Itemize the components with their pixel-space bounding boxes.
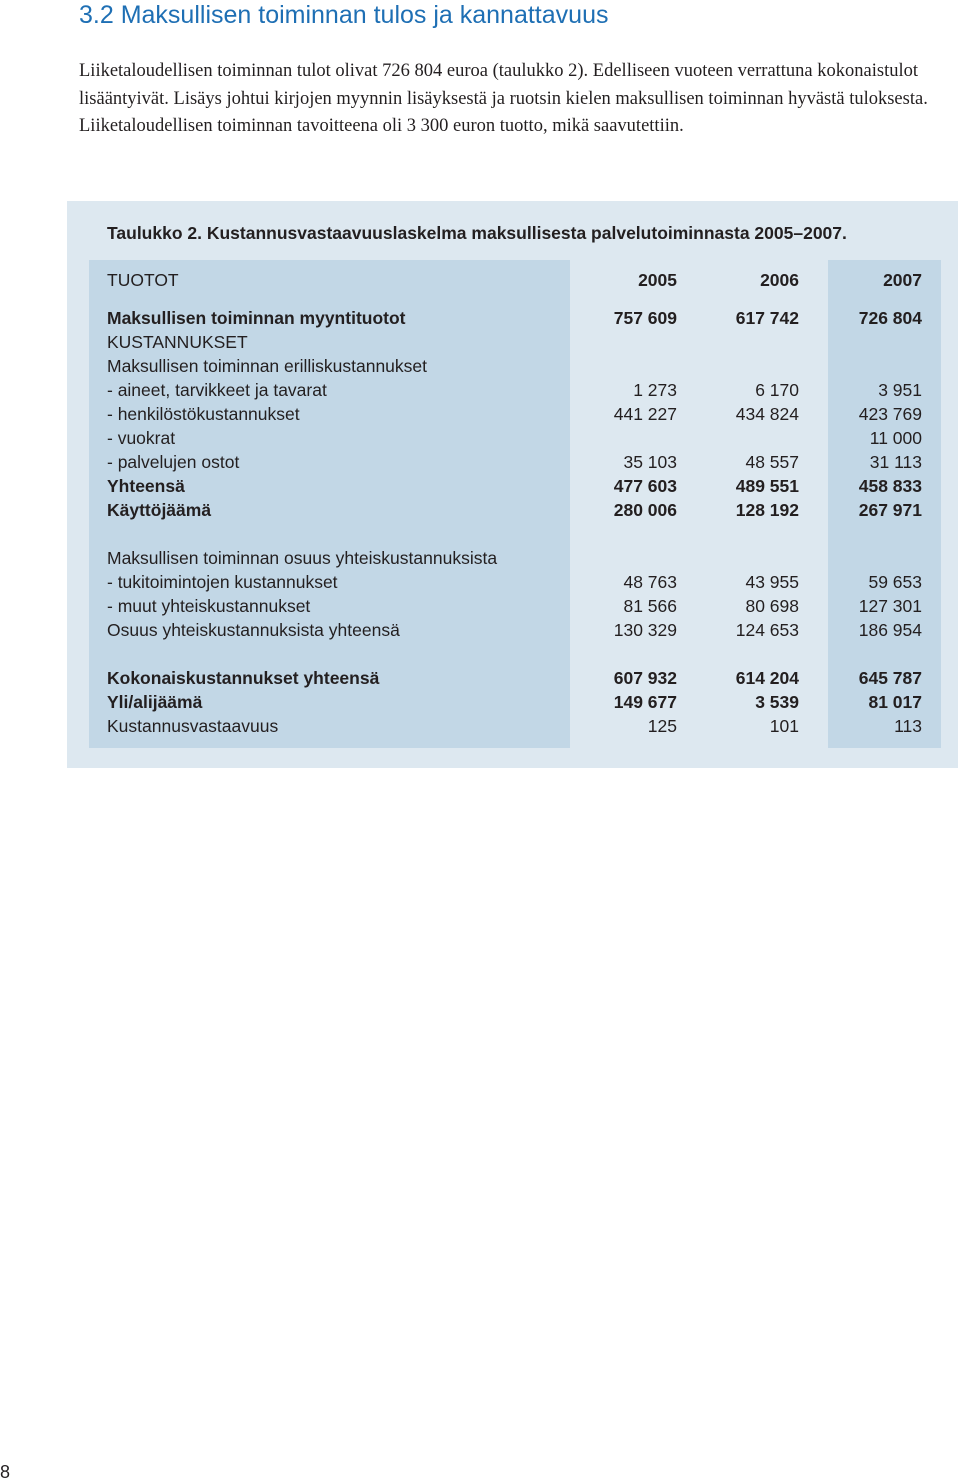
value-2006: 128 192	[735, 500, 799, 520]
value-2005: 1 273	[633, 380, 677, 400]
value-2007: 59 653	[868, 572, 922, 592]
page-number: 8	[0, 1462, 11, 1482]
intro-paragraph: Liiketaloudellisen toiminnan tulot olivat 726 804 euroa (taulukko 2). Edelliseen vuoteen verrattuna kokonaistulot lisääntyivät. Lisäys johtui kirjojen myynnin lisäyksestä ja ruotsin kielen maksullisen toiminnan hyvästä tuloksesta. Liiketaloudellisen toiminnan tavoitteena oli 3 300 euron tuotto, mikä saavutettiin.	[79, 61, 928, 136]
row-label: Maksullisen toiminnan erilliskustannukset	[107, 356, 428, 376]
table-row	[0, 690, 960, 714]
table-row	[0, 714, 960, 738]
value-2006: 43 955	[745, 572, 799, 592]
row-label: - muut yhteiskustannukset	[107, 596, 311, 616]
value-2006: 434 824	[735, 404, 799, 424]
header-2005: 2005	[638, 270, 677, 290]
row-label: Yli/alijäämä	[107, 692, 203, 712]
table-row	[0, 618, 960, 642]
value-2005: 441 227	[613, 404, 677, 424]
value-2006: 48 557	[745, 452, 799, 472]
table-row	[0, 546, 960, 570]
value-2006: 3 539	[755, 692, 799, 712]
value-2006: 489 551	[735, 476, 799, 496]
value-2005: 149 677	[613, 692, 677, 712]
table-row	[0, 330, 960, 354]
value-2006: 617 742	[735, 308, 799, 328]
value-2005: 125	[647, 716, 677, 736]
table-row	[0, 354, 960, 378]
table-header-row	[0, 268, 960, 306]
row-label: Kokonaiskustannukset yhteensä	[107, 668, 380, 688]
value-2005: 607 932	[613, 668, 677, 688]
value-2007: 423 769	[858, 404, 922, 424]
header-2006: 2006	[760, 270, 799, 290]
row-label: Yhteensä	[107, 476, 185, 496]
table-row	[0, 474, 960, 498]
value-2005: 757 609	[613, 308, 677, 328]
row-label: Maksullisen toiminnan myyntituotot	[107, 308, 406, 328]
table-row	[0, 594, 960, 618]
value-2007: 11 000	[869, 428, 922, 448]
value-2007: 31 113	[869, 452, 922, 472]
table-row	[0, 570, 960, 594]
value-2006: 6 170	[755, 380, 799, 400]
value-2007: 81 017	[868, 692, 922, 712]
value-2005: 35 103	[623, 452, 677, 472]
value-2006: 101	[769, 716, 799, 736]
table-row	[0, 642, 960, 666]
header-2007: 2007	[883, 270, 922, 290]
row-label: Osuus yhteiskustannuksista yhteensä	[107, 620, 400, 640]
value-2007: 113	[894, 716, 922, 736]
value-2005: 477 603	[613, 476, 677, 496]
table-row	[0, 306, 960, 330]
table-row	[0, 378, 960, 402]
value-2006: 80 698	[745, 596, 799, 616]
row-label: - palvelujen ostot	[107, 452, 240, 472]
table-caption: Taulukko 2. Kustannusvastaavuuslaskelma maksullisesta palvelutoiminnasta 2005–2007.	[107, 223, 847, 243]
table-body	[0, 306, 960, 738]
row-label: Kustannusvastaavuus	[107, 716, 279, 736]
row-label: - tukitoimintojen kustannukset	[107, 572, 338, 592]
value-2007: 458 833	[858, 476, 922, 496]
cost-recovery-table	[0, 268, 960, 738]
value-2005: 280 006	[613, 500, 677, 520]
value-2005: 81 566	[623, 596, 677, 616]
table-row	[0, 402, 960, 426]
value-2006: 124 653	[735, 620, 799, 640]
value-2007: 186 954	[858, 620, 922, 640]
value-2007: 3 951	[878, 380, 922, 400]
value-2006: 614 204	[735, 668, 799, 688]
row-label: - henkilöstökustannukset	[107, 404, 300, 424]
row-label: - aineet, tarvikkeet ja tavarat	[107, 380, 327, 400]
header-tuotot: TUOTOT	[107, 270, 179, 290]
section-heading: 3.2 Maksullisen toiminnan tulos ja kannattavuus	[79, 1, 609, 29]
value-2007: 726 804	[858, 308, 922, 328]
value-2007: 267 971	[858, 500, 922, 520]
value-2005: 48 763	[623, 572, 677, 592]
value-2007: 127 301	[858, 596, 922, 616]
table-row	[0, 426, 960, 450]
table-row	[0, 498, 960, 522]
table-row	[0, 450, 960, 474]
value-2007: 645 787	[858, 668, 922, 688]
table-row	[0, 522, 960, 546]
value-2005: 130 329	[613, 620, 677, 640]
row-label: Käyttöjäämä	[107, 500, 212, 520]
row-label: Maksullisen toiminnan osuus yhteiskustannuksista	[107, 548, 498, 568]
table-row	[0, 666, 960, 690]
row-label: - vuokrat	[107, 428, 176, 448]
row-label: KUSTANNUKSET	[107, 332, 248, 352]
